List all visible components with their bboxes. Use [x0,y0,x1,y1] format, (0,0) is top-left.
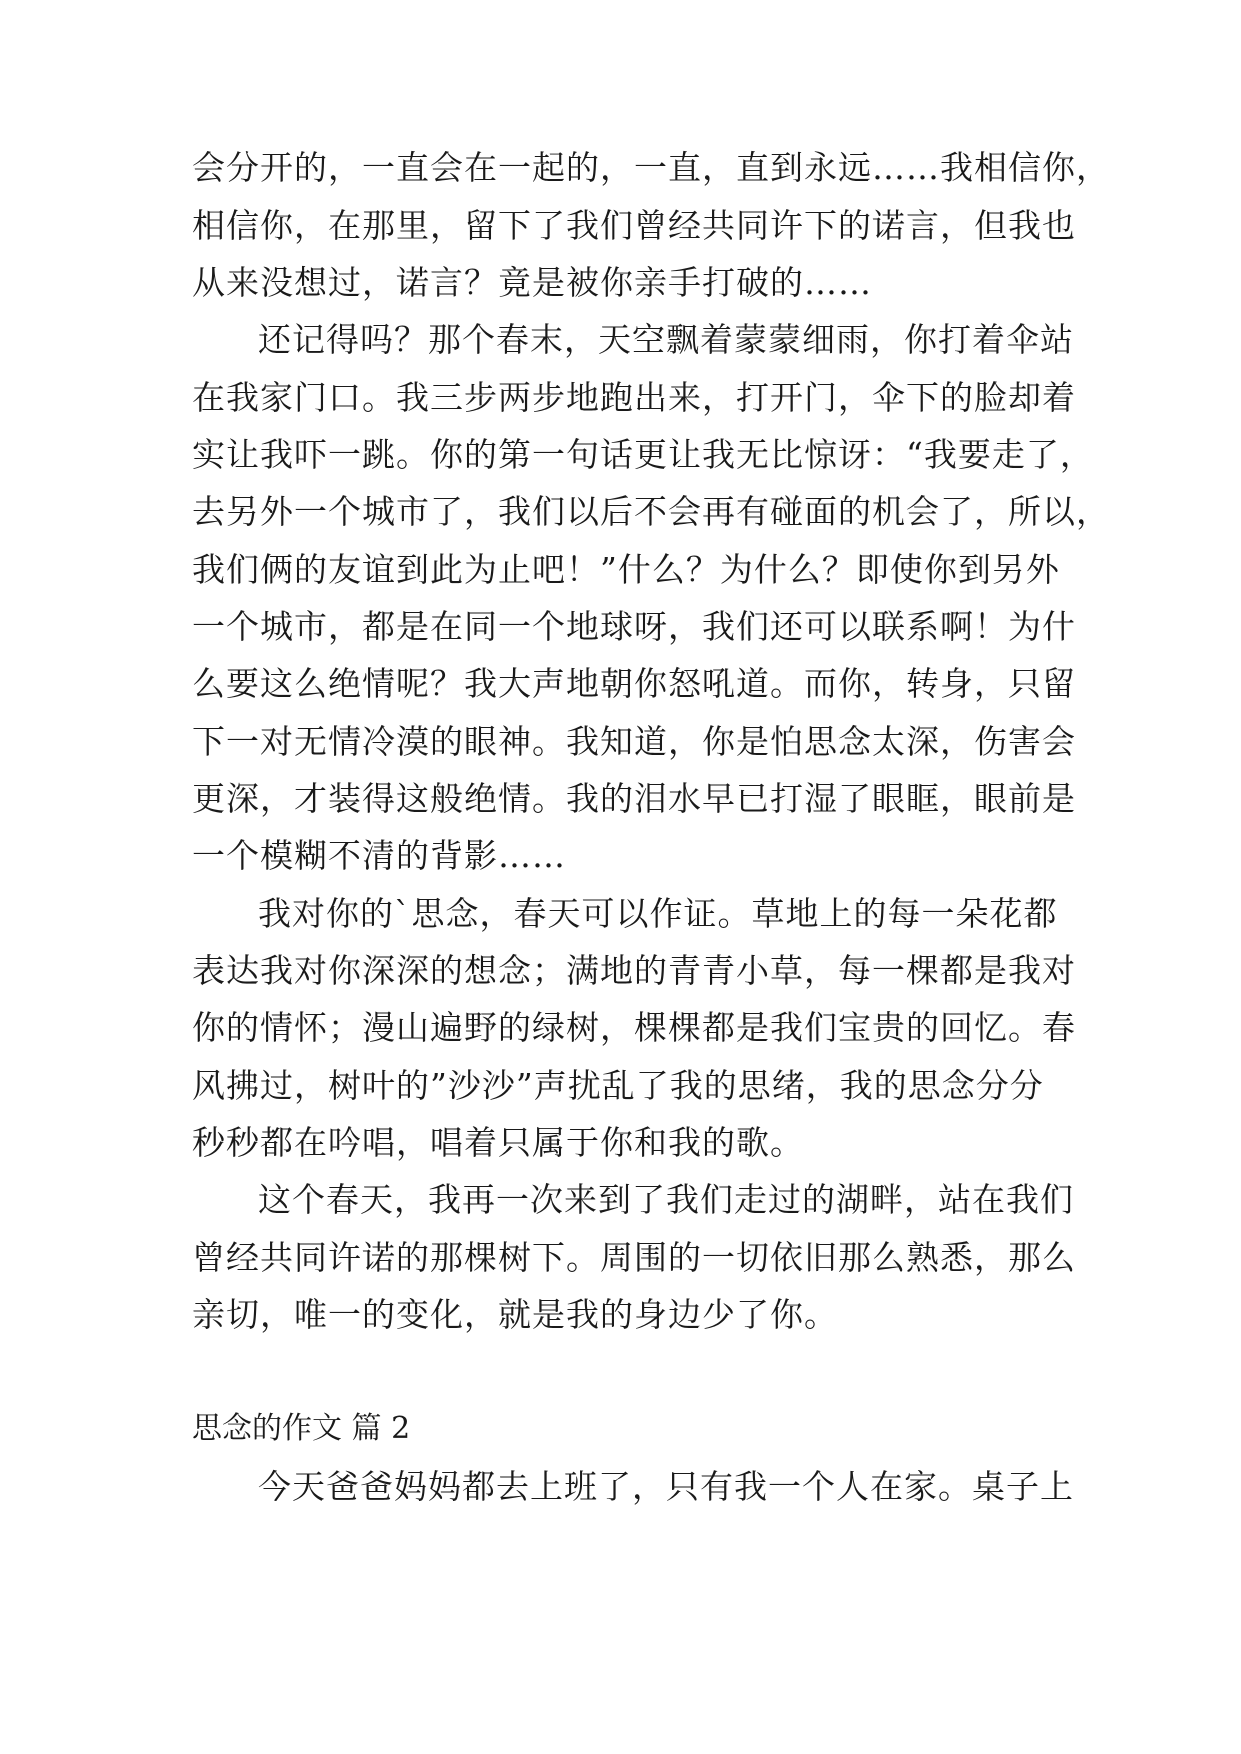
text-line: 今天爸爸妈妈都去上班了，只有我一个人在家。桌子上 [258,1467,1074,1506]
text-line: 更深，才装得这般绝情。我的泪水早已打湿了眼眶，眼前是 [192,779,1076,818]
text-line: 下一对无情冷漠的眼神。我知道，你是怕思念太深，伤害会 [192,722,1076,761]
text-line: 会分开的，一直会在一起的，一直，直到永远……我相信你， [192,148,1110,187]
text-line: 还记得吗？那个春末，天空飘着蒙蒙细雨，你打着伞站 [258,320,1074,359]
text-line: 一个模糊不清的背影…… [192,836,566,875]
text-line: 风拂过，树叶的”沙沙”声扰乱了我的思绪，我的思念分分 [192,1066,1044,1105]
section-heading: 思念的作文 篇 2 [192,1411,411,1446]
text-line: 这个春天，我再一次来到了我们走过的湖畔，站在我们 [258,1180,1074,1219]
text-line: 我们俩的友谊到此为止吧！”什么？为什么？即使你到另外 [192,550,1060,589]
text-line: 实让我吓一跳。你的第一句话更让我无比惊讶：“我要走了， [192,435,1094,474]
text-line: 我对你的`思念，春天可以作证。草地上的每一朵花都 [258,894,1058,933]
text-line: 表达我对你深深的想念；满地的青青小草，每一棵都是我对 [192,951,1076,990]
text-line: 秒秒都在吟唱，唱着只属于你和我的歌。 [192,1123,804,1162]
text-line: 一个城市，都是在同一个地球呀，我们还可以联系啊！为什 [192,607,1076,646]
text-line: 从来没想过，诺言？竟是被你亲手打破的…… [192,263,872,302]
text-line: 你的情怀；漫山遍野的绿树，棵棵都是我们宝贵的回忆。春 [192,1008,1076,1047]
text-line: 么要这么绝情呢？我大声地朝你怒吼道。而你，转身，只留 [192,664,1076,703]
text-line: 曾经共同许诺的那棵树下。周围的一切依旧那么熟悉，那么 [192,1238,1076,1277]
text-line: 去另外一个城市了，我们以后不会再有碰面的机会了，所以， [192,492,1110,531]
text-line: 相信你，在那里，留下了我们曾经共同许下的诺言，但我也 [192,206,1076,245]
text-line: 在我家门口。我三步两步地跑出来，打开门，伞下的脸却着 [192,378,1076,417]
text-line: 亲切，唯一的变化，就是我的身边少了你。 [192,1295,838,1334]
